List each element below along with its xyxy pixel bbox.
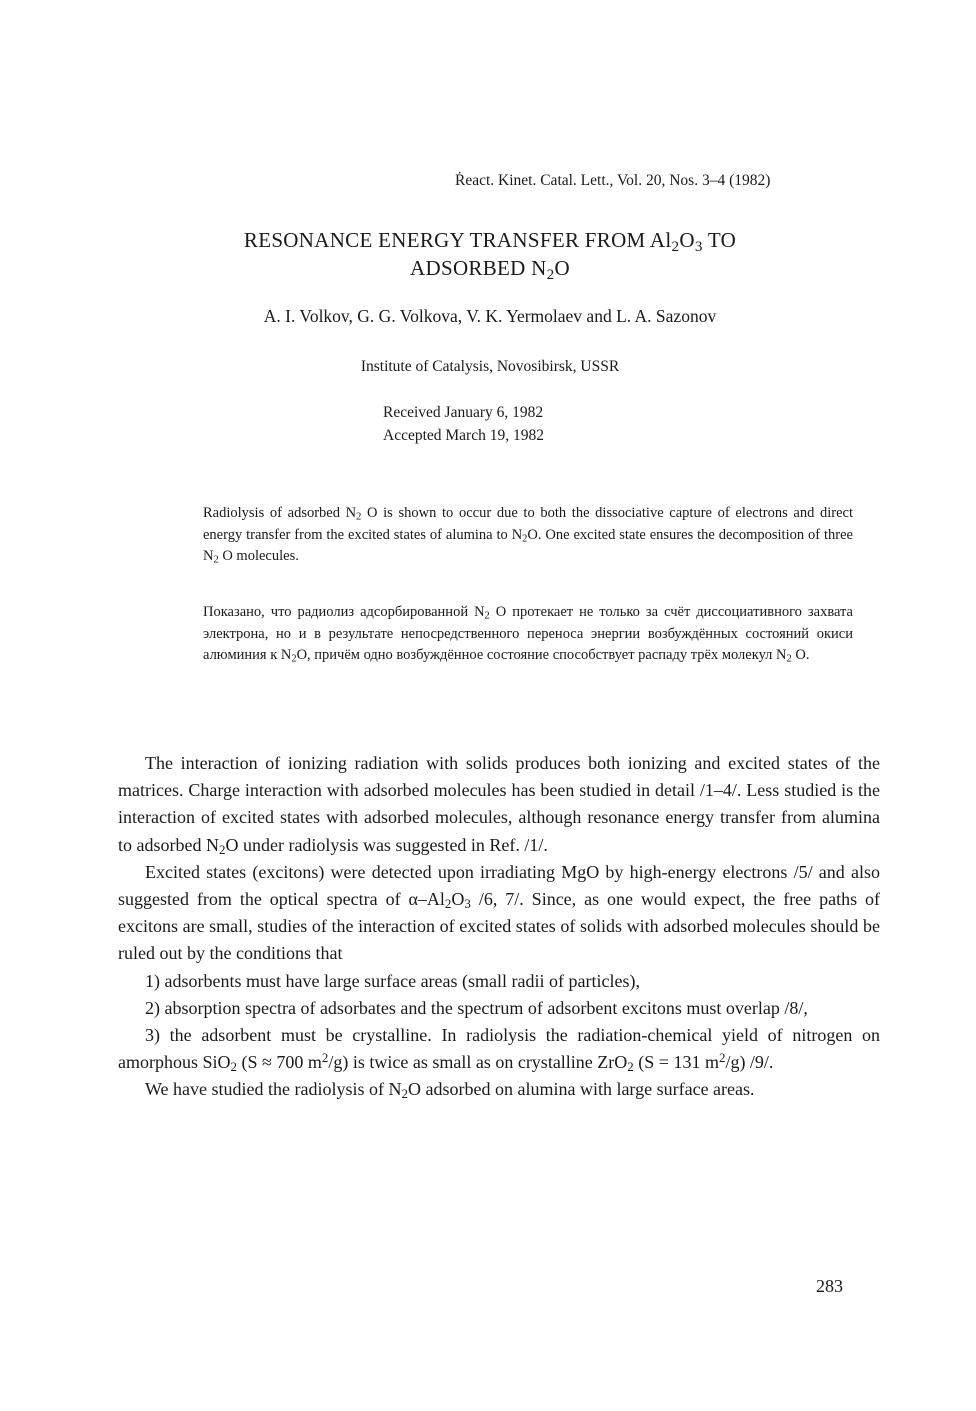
page-number: 283 (816, 1276, 843, 1296)
accepted-date: Accepted March 19, 1982 (383, 427, 544, 444)
abstract-russian: Показано, что радиолиз адсорбированной $N_2$ O протекает не только за счёт диссоциативного захвата электрона, но и в результате непосредственного переноса энергии возбуждённых состояний окиси алюминия к $N_2O$, причём одно возбуждённое состояние способствует распаду трёх молекул $N_2$ O. (203, 604, 853, 665)
title-line-2: ADSORBED $N_2O$ (410, 256, 570, 283)
body-paragraph-2: Excited states (excitons) were detected upon irradiating MgO by high-energy electrons /5/ and also suggested from the optical spectra of $\alpha-Al_2O_3$ /6, 7/. Since, as one would expect, the free paths of excitons are small, studies of the interaction of excited states of solids with adsorbed molecules should be ruled out by the conditions that (118, 861, 881, 964)
body-paragraph-1: The interaction of ionizing radiation with solids produces both ionizing and excited states of the matrices. Charge interaction with adsorbed molecules has been studied in detail /1–4/. Less studied is the interaction of excited states with adsorbed molecules, although resonance energy transfer from alumina to adsorbed $N_2O$ under radiolysis was suggested in Ref. /1/. (118, 753, 880, 857)
title-line-1: RESONANCE ENERGY TRANSFER FROM $Al_2O_3$ TO (243, 228, 737, 255)
body-paragraph-final: We have studied the radiolysis of $N_2O$ adsorbed on alumina with large surface areas. (145, 1079, 755, 1102)
journal-reference: Ṙeact. Kinet. Catal. Lett., Vol. 20, Nos. 3–4 (1982) (455, 172, 771, 189)
abstract-english: Radiolysis of adsorbed $N_2$ O is shown to occur due to both the dissociative capture of electrons and direct energy transfer from the excited states of alumina to $N_2O$. One excited state ensures the decomposition of three $N_2$ O molecules. (203, 505, 853, 566)
body-text (118, 750, 880, 1104)
condition-item-3: 3) the adsorbent must be crystalline. In radiolysis the radiation-chemical yield of nitrogen on amorphous SiO$_2$ (S ≈ 700 $m^2/g$) is twice as small as on crystalline ZrO$_2$ (S = 131 $m^2/g$) /9/. (118, 1025, 880, 1075)
affiliation: Institute of Catalysis, Novosibirsk, USSR (360, 358, 620, 375)
condition-item-1: 1) adsorbents must have large surface areas (small radii of particles), (145, 970, 640, 991)
authors: A. I. Volkov, G. G. Volkova, V. K. Yermolaev and L. A. Sazonov (263, 306, 717, 326)
condition-item-2: 2) absorption spectra of adsorbates and the spectrum of adsorbent excitons must overlap /8/, (145, 997, 808, 1018)
article-title (150, 226, 830, 282)
received-date: Received January 6, 1982 (383, 404, 544, 421)
submission-dates (383, 401, 544, 447)
